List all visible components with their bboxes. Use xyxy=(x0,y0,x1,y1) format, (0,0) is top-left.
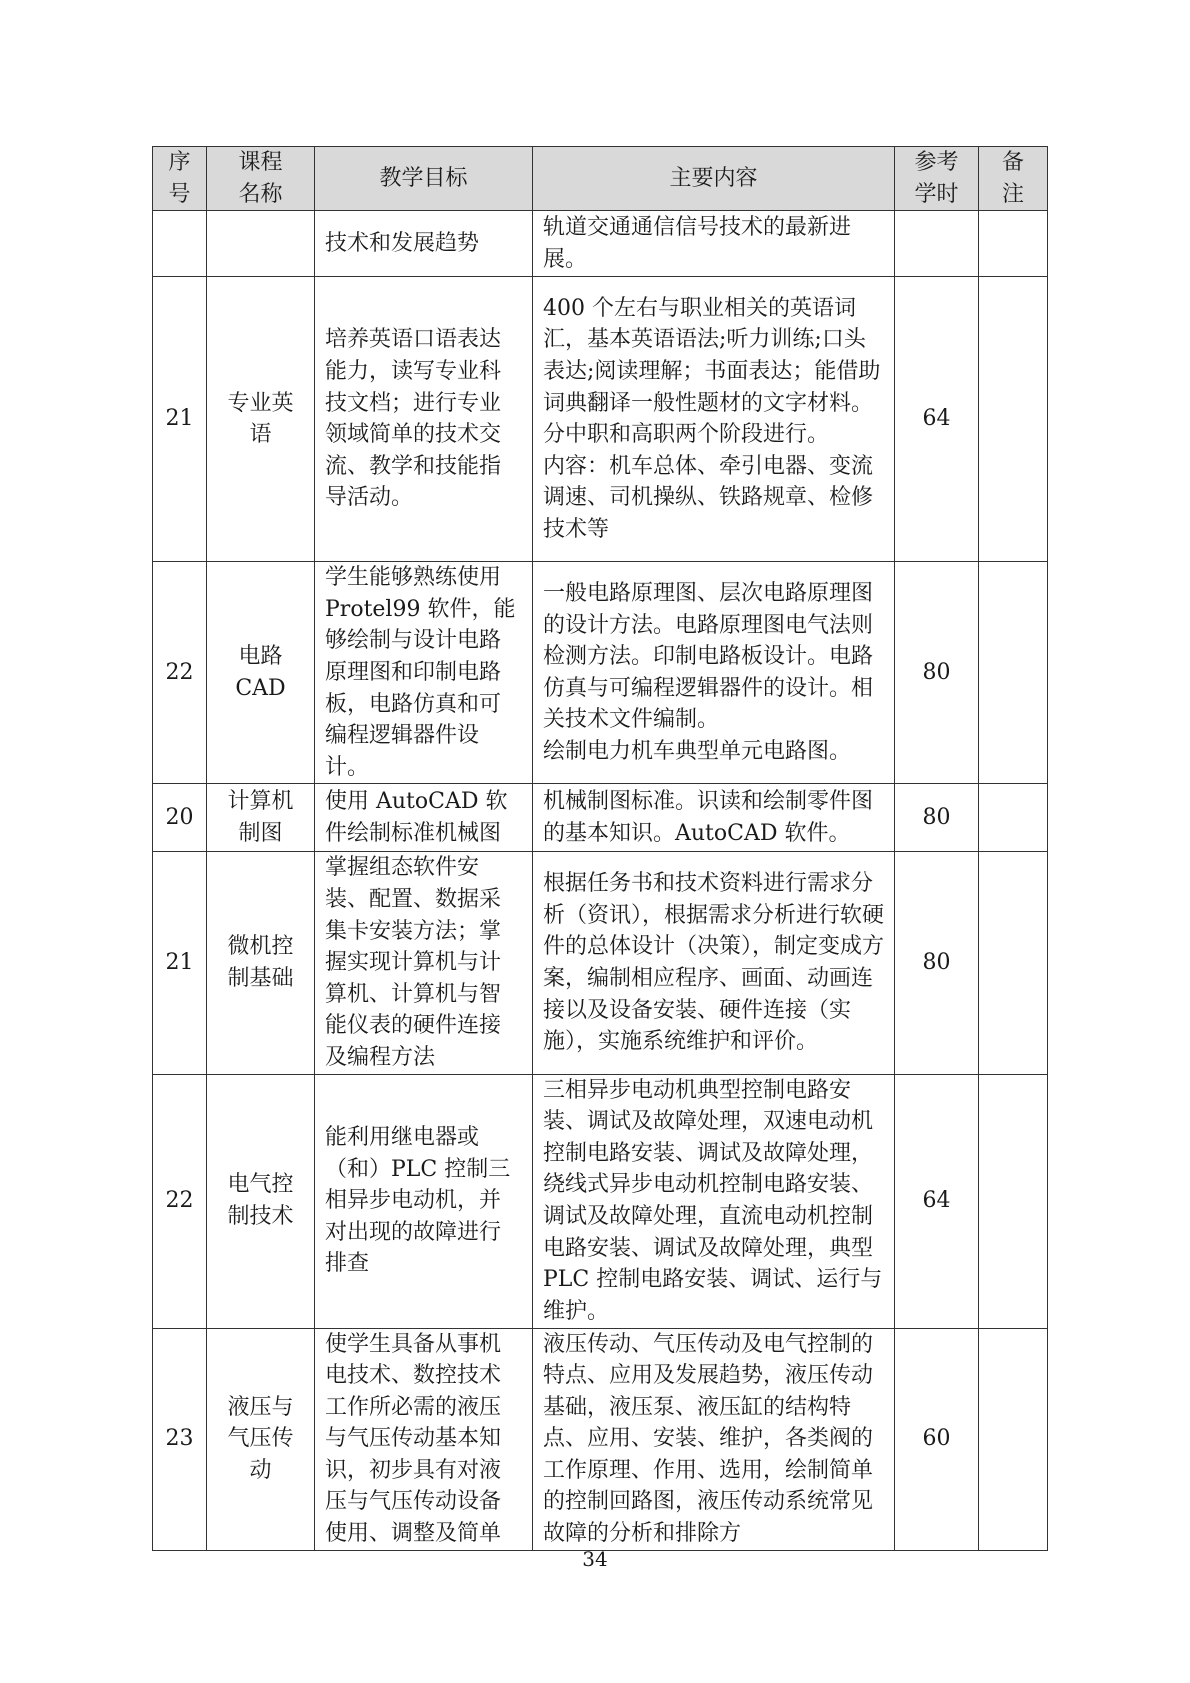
cell-goal: 学生能够熟练使用 Protel99 软件，能够绘制与设计电路原理图和印制电路板，电路仿真和可编程逻辑器件设计。 xyxy=(315,562,533,784)
cell-num xyxy=(153,211,207,277)
header-name: 课程 名称 xyxy=(207,147,315,211)
cell-note xyxy=(979,784,1048,852)
table-row xyxy=(153,277,1048,562)
cell-hours: 64 xyxy=(895,277,979,562)
table-row xyxy=(153,784,1048,852)
cell-note xyxy=(979,277,1048,562)
table-row xyxy=(153,562,1048,784)
cell-num: 21 xyxy=(153,852,207,1074)
cell-name: 计算机制图 xyxy=(207,784,315,852)
cell-num: 21 xyxy=(153,277,207,562)
cell-note xyxy=(979,1074,1048,1328)
cell-name: 电气控制技术 xyxy=(207,1074,315,1328)
page-number: 34 xyxy=(582,1547,608,1571)
cell-content: 三相异步电动机典型控制电路安装、调试及故障处理，双速电动机控制电路安装、调试及故障处理，绕线式异步电动机控制电路安装、调试及故障处理，直流电动机控制电路安装、调试及故障处理，典型 PLC 控制电路安装、调试、运行与维护。 xyxy=(533,1074,895,1328)
cell-name: 液压与气压传动 xyxy=(207,1328,315,1550)
header-hours: 参考 学时 xyxy=(895,147,979,211)
header-note: 备 注 xyxy=(979,147,1048,211)
cell-hours xyxy=(895,211,979,277)
curriculum-table xyxy=(152,146,1048,1551)
header-goal: 教学目标 xyxy=(315,147,533,211)
cell-goal: 使学生具备从事机电技术、数控技术工作所必需的液压与气压传动基本知识，初步具有对液压与气压传动设备使用、调整及简单 xyxy=(315,1328,533,1550)
cell-content: 一般电路原理图、层次电路原理图的设计方法。电路原理图电气法则检测方法。印制电路板设计。电路仿真与可编程逻辑器件的设计。相关技术文件编制。 绘制电力机车典型单元电路图。 xyxy=(533,562,895,784)
cell-goal: 培养英语口语表达能力，读写专业科技文档；进行专业领域简单的技术交流、教学和技能指导活动。 xyxy=(315,277,533,562)
cell-note xyxy=(979,562,1048,784)
cell-goal: 技术和发展趋势 xyxy=(315,211,533,277)
cell-hours: 60 xyxy=(895,1328,979,1550)
table-row xyxy=(153,852,1048,1074)
cell-content: 轨道交通通信信号技术的最新进展。 xyxy=(533,211,895,277)
cell-goal: 使用 AutoCAD 软件绘制标准机械图 xyxy=(315,784,533,852)
table-header-row xyxy=(153,147,1048,211)
cell-num: 23 xyxy=(153,1328,207,1550)
cell-name xyxy=(207,211,315,277)
cell-name: 专业英语 xyxy=(207,277,315,562)
cell-hours: 80 xyxy=(895,852,979,1074)
cell-name: 电路CAD xyxy=(207,562,315,784)
table-row xyxy=(153,1328,1048,1550)
cell-hours: 80 xyxy=(895,784,979,852)
cell-hours: 64 xyxy=(895,1074,979,1328)
cell-content: 机械制图标准。识读和绘制零件图的基本知识。AutoCAD 软件。 xyxy=(533,784,895,852)
cell-num: 22 xyxy=(153,562,207,784)
cell-hours: 80 xyxy=(895,562,979,784)
cell-num: 20 xyxy=(153,784,207,852)
cell-note xyxy=(979,211,1048,277)
header-content: 主要内容 xyxy=(533,147,895,211)
cell-note xyxy=(979,1328,1048,1550)
cell-content: 400 个左右与职业相关的英语词汇，基本英语语法;听力训练;口头表达;阅读理解；书面表达；能借助词典翻译一般性题材的文字材料。分中职和高职两个阶段进行。 内容：机车总体、牵引电器、变流调速、司机操纵、铁路规章、检修技术等 xyxy=(533,277,895,562)
cell-content: 根据任务书和技术资料进行需求分析（资讯），根据需求分析进行软硬件的总体设计（决策），制定变成方案，编制相应程序、画面、动画连接以及设备安装、硬件连接（实施），实施系统维护和评价。 xyxy=(533,852,895,1074)
header-num: 序 号 xyxy=(153,147,207,211)
cell-goal: 掌握组态软件安装、配置、数据采集卡安装方法；掌握实现计算机与计算机、计算机与智能仪表的硬件连接及编程方法 xyxy=(315,852,533,1074)
table-row xyxy=(153,211,1048,277)
cell-goal: 能利用继电器或（和）PLC 控制三相异步电动机，并对出现的故障进行排查 xyxy=(315,1074,533,1328)
cell-num: 22 xyxy=(153,1074,207,1328)
cell-content: 液压传动、气压传动及电气控制的特点、应用及发展趋势，液压传动基础，液压泵、液压缸的结构特点、应用、安装、维护，各类阀的工作原理、作用、选用，绘制简单的控制回路图，液压传动系统常见故障的分析和排除方 xyxy=(533,1328,895,1550)
cell-note xyxy=(979,852,1048,1074)
table-row xyxy=(153,1074,1048,1328)
cell-name: 微机控制基础 xyxy=(207,852,315,1074)
